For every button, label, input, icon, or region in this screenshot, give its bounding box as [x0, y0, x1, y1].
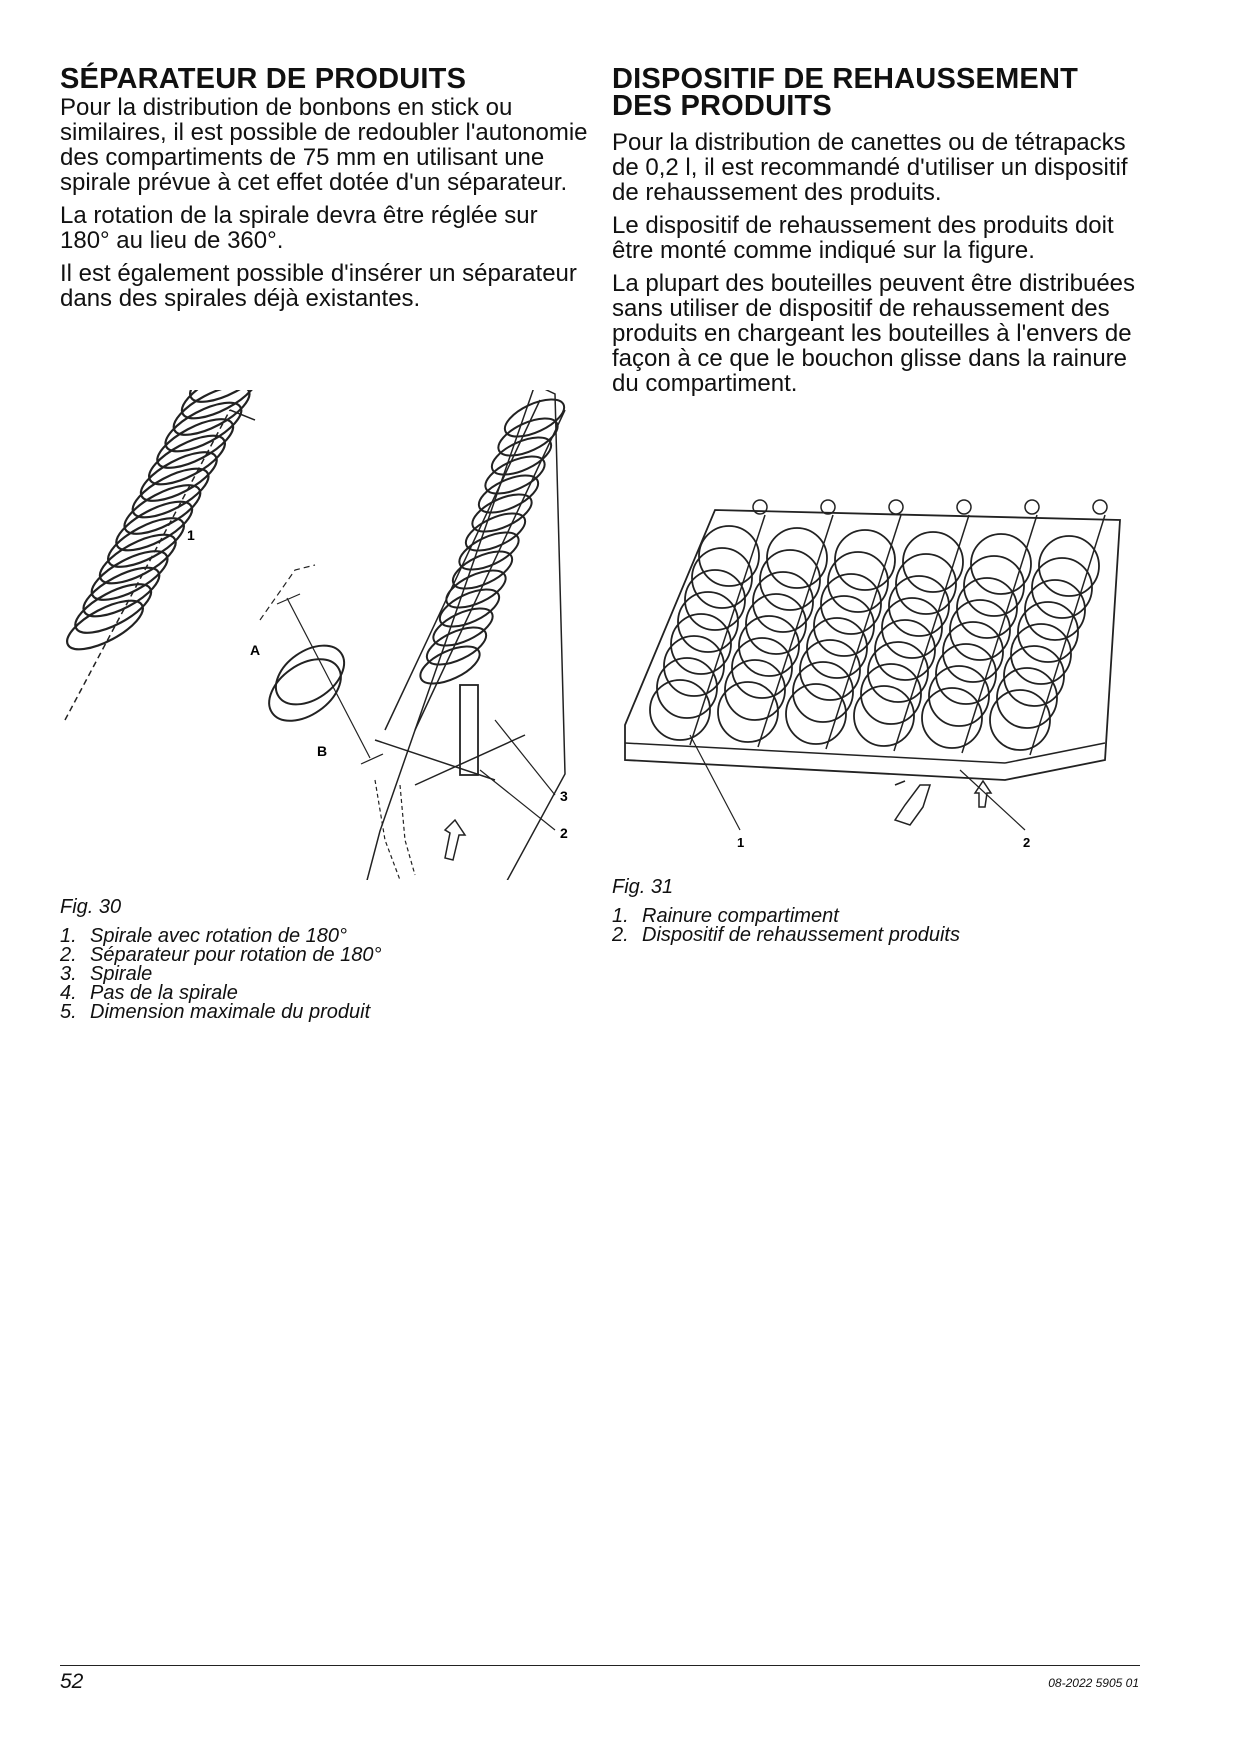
right-column — [612, 63, 1152, 404]
compartment-tray-drawing — [330, 390, 569, 880]
legend-item: 3. Spirale — [60, 963, 153, 985]
figure-30-legend — [60, 927, 382, 1022]
legend-item: 2. Dispositif de rehaussement produits — [612, 924, 960, 946]
legend-item: 5. Dimension maximale du produit — [60, 1001, 371, 1023]
fig30-label-2: 2 — [560, 825, 568, 841]
title-line-1: DISPOSITIF DE REHAUSSEMENT — [612, 63, 1079, 95]
document-reference: 08-2022 5905 01 — [1048, 1676, 1139, 1690]
figure-30-illustration — [55, 390, 595, 880]
fig31-label-2: 2 — [1023, 835, 1031, 850]
fig30-label-3: 3 — [560, 788, 568, 804]
section-title-rehaussement — [612, 63, 1152, 122]
left-paragraph-1: Pour la distribution de bonbons en stick ou similaires, il est possible de redoubler l'autonomie des compartiments de 75 mm en utilisant une spirale prévue à cet effet dotée d'un séparateur. — [60, 94, 588, 196]
fig30-label-1: 1 — [187, 527, 195, 543]
fig31-label-1: 1 — [737, 835, 745, 850]
spiral-180-drawing — [60, 390, 280, 720]
legend-item: 1. Spirale avec rotation de 180° — [60, 925, 348, 947]
footer-divider — [60, 1665, 1140, 1666]
fig30-label-b: B — [317, 743, 328, 759]
section-title-separateur: SÉPARATEUR DE PRODUITS — [60, 63, 467, 95]
page-number: 52 — [60, 1670, 84, 1693]
fig30-label-a: A — [250, 642, 261, 658]
figure-30-caption: Fig. 30 — [60, 896, 122, 918]
title-line-2: DES PRODUITS — [612, 90, 832, 122]
legend-item: 4. Pas de la spirale — [60, 982, 238, 1004]
figure-31-illustration — [605, 485, 1125, 860]
right-paragraph-1: Pour la distribution de canettes ou de tétrapacks de 0,2 l, il est recommandé d'utiliser un dispositif de rehaussement des produits. — [612, 129, 1128, 206]
figure-31-caption: Fig. 31 — [612, 876, 674, 898]
legend-item: 1. Rainure compartiment — [612, 905, 839, 927]
legend-item: 2. Séparateur pour rotation de 180° — [60, 944, 382, 966]
separator-drawing — [258, 565, 383, 764]
right-paragraph-2: Le dispositif de rehaussement des produits doit être monté comme indiqué sur la figure. — [612, 212, 1114, 264]
left-paragraph-3: Il est également possible d'insérer un séparateur dans des spirales déjà existantes. — [60, 260, 577, 312]
figure-31-legend — [612, 907, 960, 945]
right-paragraph-3: La plupart des bouteilles peuvent être distribuées sans utiliser de dispositif de rehaussement des produits en chargeant les bouteilles à l'envers de façon à ce que le bouchon glisse dans la rainure du compartiment. — [612, 270, 1136, 397]
left-column — [60, 63, 590, 319]
left-paragraph-2: La rotation de la spirale devra être réglée sur 180° au lieu de 360°. — [60, 202, 538, 254]
